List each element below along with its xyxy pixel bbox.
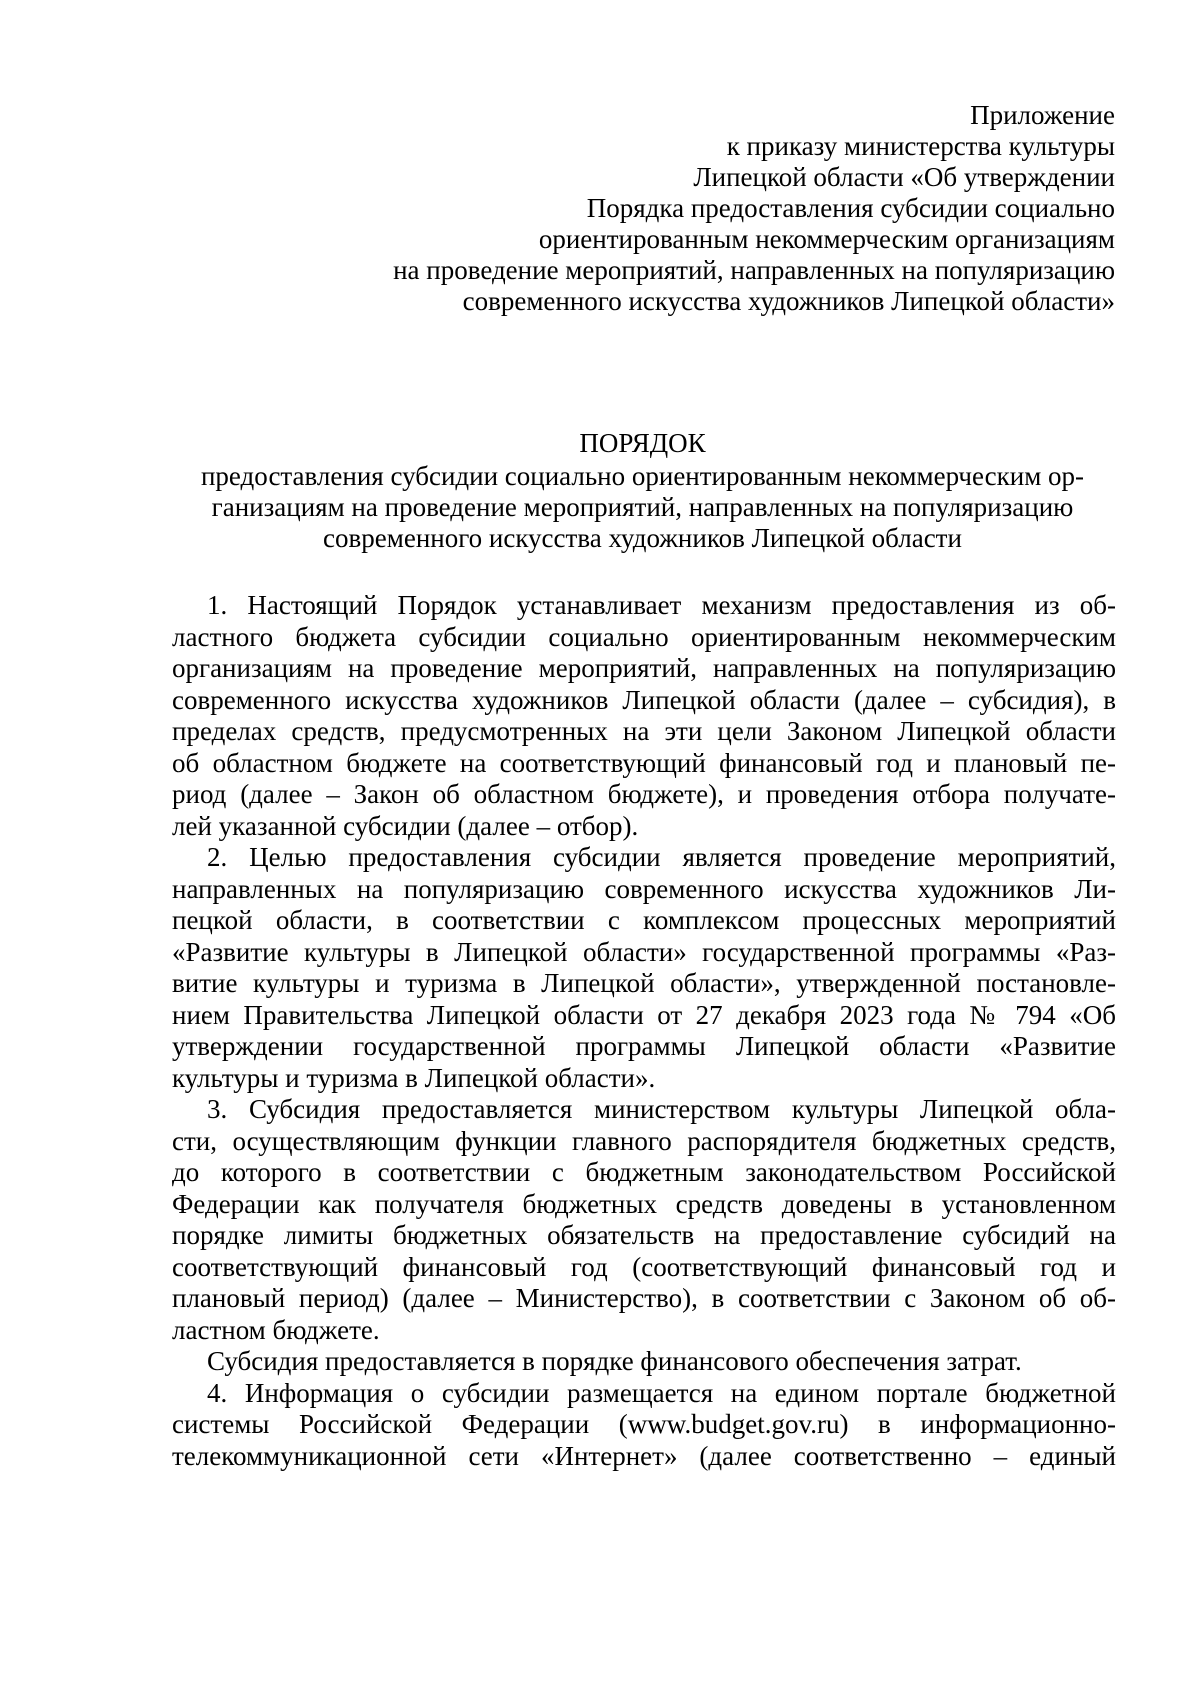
paragraph-line: культуры и туризма в Липецкой области». [172, 1062, 656, 1093]
paragraph-line: об областном бюджете на соответствующий финансовый год и плановый пе- [172, 747, 1116, 778]
appendix-line: Порядка предоставления субсидии социально [586, 193, 1115, 223]
paragraph-line: современного искусства художников Липецкой области (далее – субсидия), в [172, 684, 1116, 715]
appendix-line: ориентированным некоммерческим организациям [538, 224, 1115, 254]
document-subtitle-line: предоставления субсидии социально ориентированным некоммерческим ор- [200, 461, 1085, 491]
appendix-header [355, 100, 1115, 317]
appendix-line: современного искусства художников Липецкой области» [462, 286, 1115, 316]
paragraph-line: телекоммуникационной сети «Интернет» (далее соответственно – единый [172, 1440, 1116, 1471]
paragraph-line: «Развитие культуры в Липецкой области» государственной программы «Раз- [172, 936, 1116, 967]
document-title: ПОРЯДОК [579, 428, 706, 458]
appendix-line: Липецкой области «Об утверждении [693, 162, 1115, 192]
appendix-line: Приложение [970, 100, 1115, 130]
paragraph-line: 2. Целью предоставления субсидии является проведение мероприятий, [207, 842, 1116, 872]
paragraph-line: организациям на проведение мероприятий, направленных на популяризацию [172, 653, 1116, 683]
paragraph-line: 1. Настоящий Порядок устанавливает механизм предоставления из об- [207, 590, 1116, 620]
paragraph-line: 3. Субсидия предоставляется министерством культуры Липецкой обла- [207, 1094, 1116, 1124]
paragraph-line: Субсидия предоставляется в порядке финансового обеспечения затрат. [207, 1346, 1022, 1376]
paragraph-line: ластного бюджета субсидии социально ориентированным некоммерческим [172, 621, 1116, 652]
paragraph-line: плановый период) (далее – Министерство), в соответствии с Законом об об- [172, 1283, 1116, 1313]
paragraph-line: порядке лимиты бюджетных обязательств на предоставление субсидий на [172, 1220, 1116, 1250]
paragraph-line: сти, осуществляющим функции главного распорядителя бюджетных средств, [172, 1125, 1116, 1156]
paragraph [172, 1094, 1116, 1346]
paragraph-line: 4. Информация о субсидии размещается на едином портале бюджетной [207, 1377, 1116, 1408]
paragraph-line: ластном бюджете. [172, 1314, 380, 1345]
paragraph-line: витие культуры и туризма в Липецкой области», утвержденной постановле- [172, 968, 1116, 998]
paragraph [172, 1378, 1116, 1473]
paragraph-line: лей указанной субсидии (далее – отбор). [172, 810, 639, 841]
paragraph-line: до которого в соответствии с бюджетным законодательством Российской [172, 1157, 1116, 1187]
appendix-line: на проведение мероприятий, направленных на популяризацию [393, 255, 1115, 285]
document-body [172, 590, 1116, 1472]
paragraph-line: пределах средств, предусмотренных на эти цели Законом Липецкой области [172, 716, 1116, 746]
paragraph-line: Федерации как получателя бюджетных средств доведены в установленном [172, 1188, 1116, 1219]
paragraph-line: утверждении государственной программы Липецкой области «Развитие [172, 1031, 1116, 1061]
paragraph-line: системы Российской Федерации (www.budget.gov.ru) в информационно- [172, 1409, 1116, 1439]
paragraph-line: соответствующий финансовый год (соответствующий финансовый год и [172, 1251, 1116, 1282]
paragraph [172, 1346, 1116, 1378]
paragraph-line: направленных на популяризацию современного искусства художников Ли- [172, 873, 1116, 904]
paragraph-line: нием Правительства Липецкой области от 27 декабря 2023 года № 794 «Об [172, 999, 1116, 1030]
paragraph [172, 590, 1116, 842]
paragraph-line: пецкой области, в соответствии с комплексом процессных мероприятий [172, 905, 1116, 935]
document-subtitle-line: современного искусства художников Липецкой области [323, 523, 962, 553]
document-heading [170, 428, 1115, 554]
paragraph [172, 842, 1116, 1094]
paragraph-line: риод (далее – Закон об областном бюджете), и проведения отбора получате- [172, 779, 1116, 809]
appendix-line: к приказу министерства культуры [726, 131, 1115, 161]
document-subtitle-line: ганизациям на проведение мероприятий, направленных на популяризацию [211, 492, 1074, 522]
